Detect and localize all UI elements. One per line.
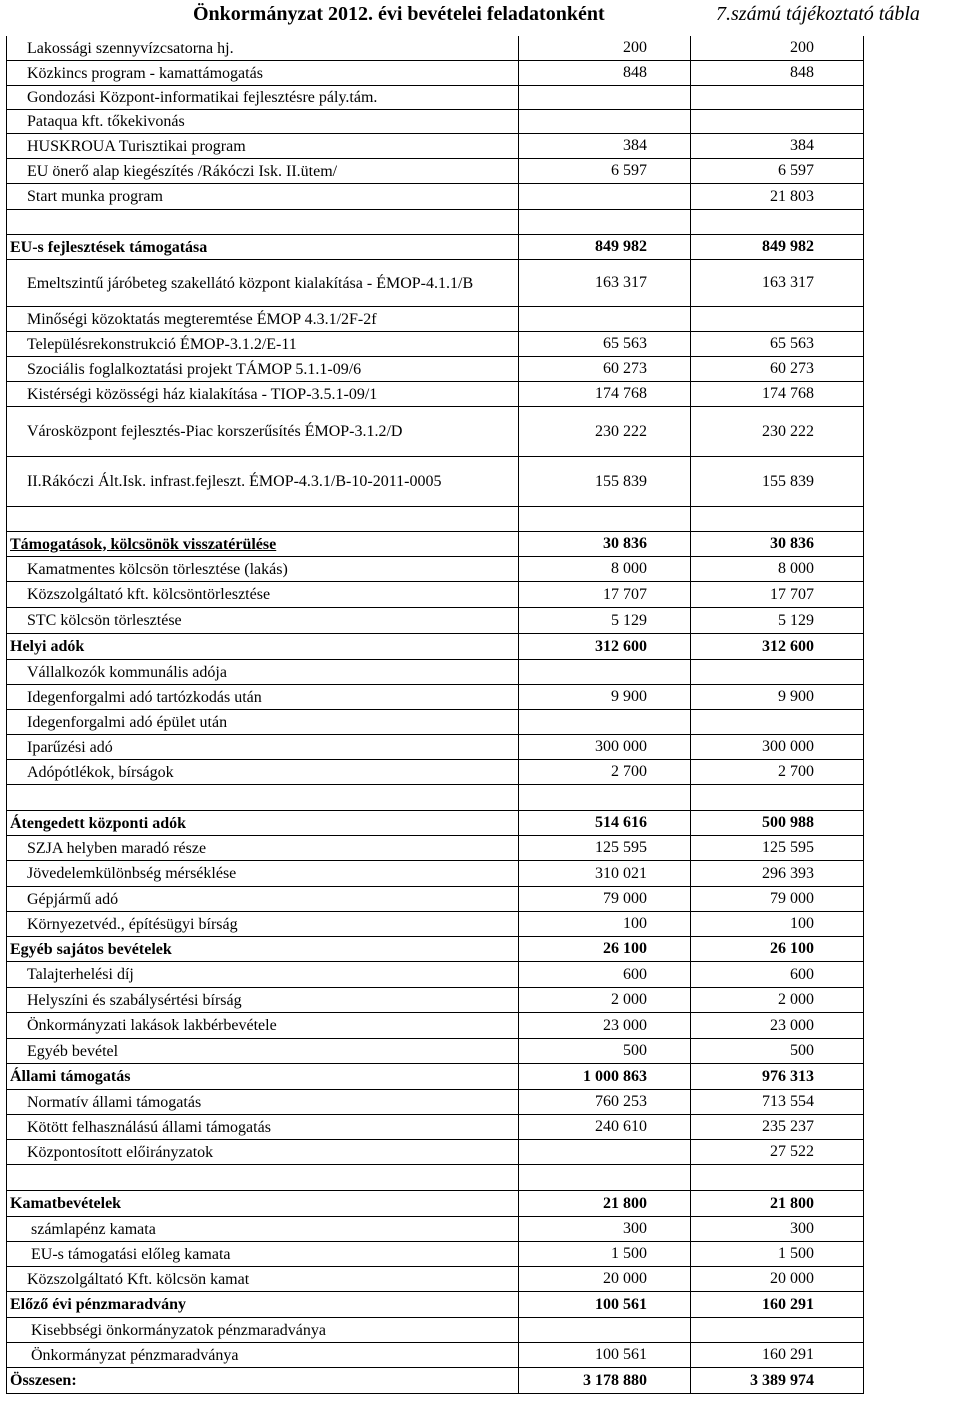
value-modified: 300 000	[762, 738, 814, 755]
value-plan: 9 900	[611, 688, 647, 705]
table-row	[7, 86, 863, 110]
value-modified: 125 595	[762, 839, 814, 856]
table-row	[7, 210, 863, 235]
value-modified: 600	[790, 965, 814, 983]
table-row	[7, 760, 863, 785]
value-modified: 174 768	[762, 385, 814, 402]
value-modified: 3 389 974	[750, 1371, 814, 1389]
row-label: Településrekonstrukció ÉMOP-3.1.2/E-11	[27, 335, 297, 353]
row-label: Kamatbevételek	[10, 1195, 122, 1212]
value-modified: 1 500	[778, 1245, 814, 1262]
page-header	[0, 0, 960, 34]
value-modified: 6 597	[778, 162, 814, 179]
value-plan: 20 000	[603, 1270, 647, 1287]
row-label: Adópótlékok, bírságok	[27, 763, 174, 781]
table-row	[7, 1217, 863, 1242]
value-plan: 240 610	[595, 1118, 647, 1135]
value-plan: 100 561	[595, 1346, 647, 1363]
table-row	[7, 110, 863, 134]
value-plan: 26 100	[603, 940, 647, 957]
table-row	[7, 861, 863, 887]
value-plan: 3 178 880	[583, 1371, 647, 1389]
value-modified: 26 100	[770, 940, 814, 957]
value-plan: 100	[623, 915, 647, 932]
row-label: Gépjármű adó	[27, 890, 119, 908]
table-row	[7, 1292, 863, 1318]
table-row	[7, 36, 863, 61]
value-modified: 9 900	[778, 688, 814, 705]
value-modified: 30 836	[770, 535, 814, 552]
row-label: Kistérségi közösségi ház kialakítása - TIOP-3.5.1-09/1	[27, 385, 378, 403]
value-modified: 312 600	[762, 637, 814, 655]
value-modified: 8 000	[778, 560, 814, 577]
row-label: Összesen:	[10, 1372, 77, 1389]
table-row	[7, 962, 863, 988]
value-plan: 125 595	[595, 839, 647, 856]
row-label: Vállalkozók kommunális adója	[27, 663, 227, 681]
row-label: EU-s támogatási előleg kamata	[31, 1245, 231, 1263]
value-modified: 27 522	[770, 1143, 814, 1160]
value-plan: 5 129	[611, 611, 647, 629]
row-label: EU-s fejlesztések támogatása	[10, 238, 208, 256]
row-label: Átengedett központi adók	[10, 814, 187, 832]
row-label: Kisebbségi önkormányzatok pénzmaradványa	[31, 1321, 327, 1339]
value-plan: 312 600	[595, 637, 647, 655]
table-row	[7, 557, 863, 582]
value-plan: 8 000	[611, 560, 647, 577]
row-label: HUSKROUA Turisztikai program	[27, 137, 246, 155]
value-modified: 500	[790, 1042, 814, 1059]
row-label: Idegenforgalmi adó tartózkodás után	[27, 688, 262, 706]
value-plan: 310 021	[595, 864, 647, 882]
value-modified: 848	[790, 64, 814, 81]
table-row	[7, 382, 863, 407]
table-row	[7, 836, 863, 861]
value-modified: 100	[790, 915, 814, 932]
row-label: Állami támogatás	[10, 1068, 131, 1085]
table-number: 7.számú tájékoztató tábla	[716, 3, 920, 25]
value-modified: 200	[790, 39, 814, 56]
revenue-table	[6, 36, 864, 1394]
value-plan: 500	[623, 1042, 647, 1059]
row-label: Közkincs program - kamattámogatás	[27, 64, 263, 82]
row-label: Lakossági szennyvízcsatorna hj.	[27, 39, 234, 57]
table-row	[7, 159, 863, 184]
table-row	[7, 937, 863, 962]
value-plan: 2 000	[611, 991, 647, 1008]
table-row	[7, 582, 863, 608]
page-title: Önkormányzat 2012. évi bevételei feladatonként	[193, 3, 605, 25]
table-row	[7, 1090, 863, 1115]
table-row	[7, 1064, 863, 1090]
row-label: Minőségi közoktatás megteremtése ÉMOP 4.3.1/2F-2f	[27, 310, 377, 328]
row-label: Pataqua kft. tőkekivonás	[27, 113, 185, 130]
row-label: Kamatmentes kölcsön törlesztése (lakás)	[27, 560, 288, 578]
row-label: Támogatások, kölcsönök visszatérülése	[10, 535, 277, 553]
value-modified: 17 707	[770, 585, 814, 603]
value-plan: 1 500	[611, 1245, 647, 1262]
table-row	[7, 685, 863, 710]
value-plan: 384	[623, 137, 647, 154]
value-plan: 848	[623, 64, 647, 81]
value-modified: 65 563	[770, 335, 814, 352]
value-plan: 79 000	[603, 890, 647, 907]
table-row	[7, 1267, 863, 1292]
table-row	[7, 912, 863, 937]
table-row	[7, 260, 863, 307]
row-label: Helyi adók	[10, 638, 85, 655]
value-modified: 2 000	[778, 991, 814, 1008]
value-plan: 23 000	[603, 1016, 647, 1034]
row-label: SZJA helyben maradó része	[27, 839, 207, 857]
row-label: Normatív állami támogatás	[27, 1093, 202, 1111]
row-label: Idegenforgalmi adó épület után	[27, 713, 228, 731]
table-row	[7, 61, 863, 86]
value-plan: 760 253	[595, 1093, 647, 1110]
row-label: számlapénz kamata	[31, 1220, 156, 1238]
value-plan: 1 000 863	[583, 1067, 647, 1085]
row-label: Egyéb sajátos bevételek	[10, 940, 172, 958]
value-modified: 500 988	[762, 814, 814, 831]
row-label: Központosított előirányzatok	[27, 1143, 214, 1161]
value-plan: 300 000	[595, 738, 647, 755]
value-modified: 21 800	[770, 1194, 814, 1212]
row-label: Városközpont fejlesztés-Piac korszerűsítés ÉMOP-3.1.2/D	[27, 423, 403, 440]
value-modified: 79 000	[770, 890, 814, 907]
value-plan: 163 317	[595, 274, 647, 291]
row-label: Közszolgáltató kft. kölcsöntörlesztése	[27, 586, 271, 603]
value-modified: 300	[790, 1220, 814, 1237]
table-row	[7, 507, 863, 532]
value-modified: 160 291	[762, 1346, 814, 1363]
value-plan: 17 707	[603, 585, 647, 603]
row-label: Környezetvéd., építésügyi bírság	[27, 915, 238, 933]
row-label: Önkormányzat pénzmaradványa	[31, 1346, 239, 1364]
row-label: Gondozási Központ-informatikai fejlesztésre pály.tám.	[27, 89, 378, 106]
table-row	[7, 811, 863, 836]
value-plan: 600	[623, 965, 647, 983]
table-row	[7, 1343, 863, 1368]
value-plan: 60 273	[603, 360, 647, 377]
table-row	[7, 1013, 863, 1039]
value-modified: 713 554	[762, 1093, 814, 1110]
row-label: Önkormányzati lakások lakbérbevétele	[27, 1017, 277, 1034]
table-row	[7, 988, 863, 1013]
value-plan: 2 700	[611, 763, 647, 780]
value-modified: 976 313	[762, 1067, 814, 1085]
table-row	[7, 1115, 863, 1140]
table-row	[7, 1191, 863, 1217]
table-row	[7, 357, 863, 382]
table-row	[7, 235, 863, 260]
row-label: Jövedelemkülönbség mérséklése	[27, 865, 237, 882]
table-row	[7, 332, 863, 357]
value-modified: 849 982	[762, 238, 814, 255]
row-label: STC kölcsön törlesztése	[27, 612, 182, 629]
value-plan: 100 561	[595, 1295, 647, 1313]
table-row	[7, 1140, 863, 1165]
value-plan: 21 800	[603, 1194, 647, 1212]
row-label: Kötött felhasználású állami támogatás	[27, 1118, 271, 1136]
table-row	[7, 457, 863, 507]
row-label: Előző évi pénzmaradvány	[10, 1296, 186, 1313]
value-modified: 155 839	[762, 472, 814, 490]
table-row	[7, 1242, 863, 1267]
value-plan: 65 563	[603, 335, 647, 352]
row-label: II.Rákóczi Ált.Isk. infrast.fejleszt. ÉMOP-4.3.1/B-10-2011-0005	[27, 473, 442, 490]
table-row	[7, 634, 863, 660]
value-modified: 20 000	[770, 1270, 814, 1287]
value-modified: 23 000	[770, 1016, 814, 1034]
table-row	[7, 660, 863, 685]
row-label: EU önerő alap kiegészítés /Rákóczi Isk. II.ütem/	[27, 162, 338, 180]
row-label: Közszolgáltató Kft. kölcsön kamat	[27, 1270, 250, 1288]
value-modified: 296 393	[762, 864, 814, 882]
value-plan: 849 982	[595, 238, 647, 255]
value-plan: 200	[623, 39, 647, 56]
value-plan: 30 836	[603, 535, 647, 552]
table-row	[7, 1318, 863, 1343]
value-plan: 174 768	[595, 385, 647, 402]
value-modified: 230 222	[762, 422, 814, 440]
value-modified: 160 291	[762, 1295, 814, 1313]
table-row	[7, 407, 863, 457]
value-modified: 384	[790, 137, 814, 154]
row-label: Start munka program	[27, 188, 163, 205]
row-label: Helyszíni és szabálysértési bírság	[27, 991, 242, 1009]
value-plan: 6 597	[611, 162, 647, 179]
table-row	[7, 307, 863, 332]
value-modified: 5 129	[778, 611, 814, 629]
table-row	[7, 785, 863, 811]
row-label: Talajterhelési díj	[27, 966, 134, 983]
value-modified: 2 700	[778, 763, 814, 780]
table-row	[7, 1165, 863, 1191]
value-modified: 21 803	[770, 187, 814, 205]
value-modified: 235 237	[762, 1118, 814, 1135]
value-plan: 300	[623, 1220, 647, 1237]
table-row	[7, 710, 863, 735]
table-row	[7, 1039, 863, 1064]
value-plan: 514 616	[595, 814, 647, 831]
row-label: Egyéb bevétel	[27, 1042, 119, 1060]
row-label: Szociális foglalkoztatási projekt TÁMOP 5.1.1-09/6	[27, 360, 362, 378]
row-label: Emeltszintű járóbeteg szakellátó központ kialakítása - ÉMOP-4.1.1/B	[27, 274, 474, 292]
value-modified: 60 273	[770, 360, 814, 377]
table-row	[7, 887, 863, 912]
value-plan: 155 839	[595, 472, 647, 490]
value-modified: 163 317	[762, 274, 814, 291]
table-row	[7, 184, 863, 210]
table-row	[7, 1368, 863, 1394]
table-row	[7, 735, 863, 760]
row-label: Iparűzési adó	[27, 738, 113, 756]
table-row	[7, 532, 863, 557]
value-plan: 230 222	[595, 422, 647, 440]
table-row	[7, 134, 863, 159]
table-row	[7, 608, 863, 634]
